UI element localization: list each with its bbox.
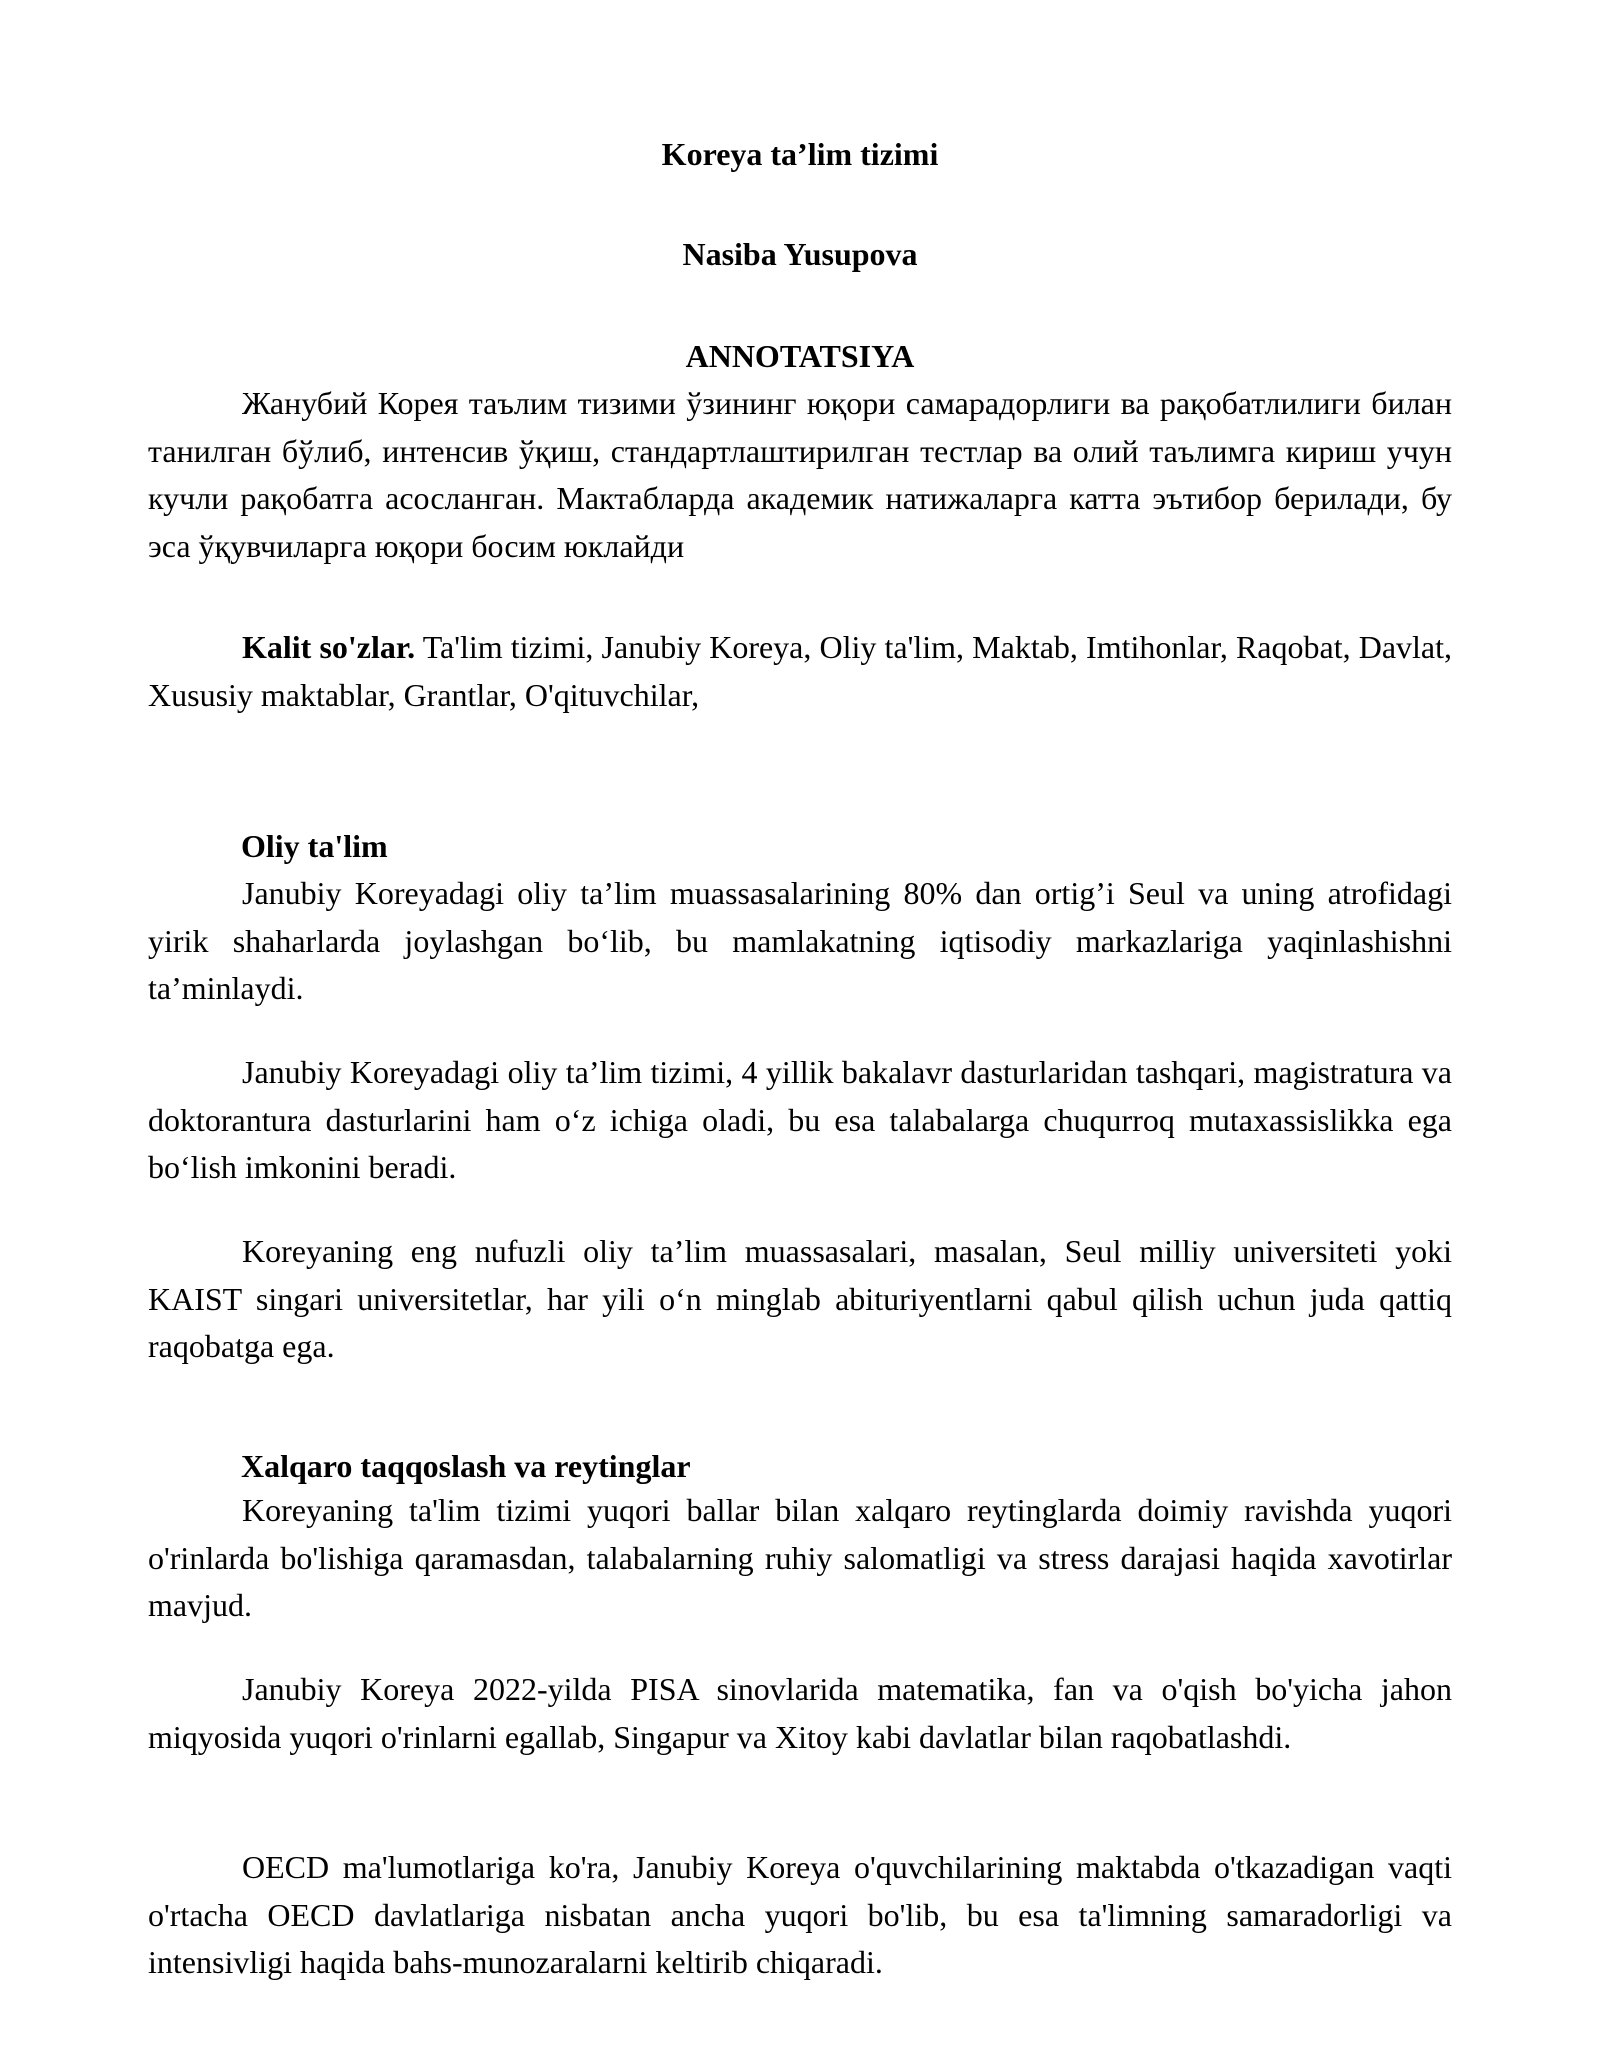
section-heading-international-comparison: Xalqaro taqqoslash va reytinglar <box>241 1448 691 1484</box>
keywords-label: Kalit so'zlar. <box>242 629 416 665</box>
author-name: Nasiba Yusupova <box>682 236 918 272</box>
annotation-heading: ANNOTATSIYA <box>685 338 915 374</box>
section-paragraph: Koreyaning eng nufuzli oliy ta’lim muassasalari, masalan, Seul milliy universiteti yoki KAIST singari universitetlar, har yili o‘n minglab abituriyentlarni qabul qilish uchun juda qattiq raqobatga ega. <box>148 1233 1452 1364</box>
section-paragraph: OECD ma'lumotlariga ko'ra, Janubiy Koreya o'quvchilarining maktabda o'tkazadigan vaqti o'rtacha OECD davlatlariga nisbatan ancha yuqori bo'lib, bu esa ta'limning samaradorligi va intensivligi haqida bahs-munozaralarni keltirib chiqaradi. <box>148 1849 1452 1980</box>
section-heading-higher-education: Oliy ta'lim <box>241 828 388 864</box>
section-paragraph: Janubiy Koreyadagi oliy ta’lim tizimi, 4 yillik bakalavr dasturlaridan tashqari, magistratura va doktorantura dasturlarini ham o‘z ichiga oladi, bu esa talabalarga chuqurroq mutaxassislikka ega bo‘lish imkonini beradi. <box>148 1054 1452 1185</box>
document-title: Koreya ta’lim tizimi <box>661 136 939 172</box>
section-paragraph: Janubiy Koreyadagi oliy ta’lim muassasalarining 80% dan ortig’i Seul va uning atrofidagi yirik shaharlarda joylashgan bo‘lib, bu mamlakatning iqtisodiy markazlariga yaqinlashishni ta’minlaydi. <box>148 875 1452 1006</box>
section-paragraph: Koreyaning ta'lim tizimi yuqori ballar bilan xalqaro reytinglarda doimiy ravishda yuqori o'rinlarda bo'lishiga qaramasdan, talabalarning ruhiy salomatligi va stress darajasi haqida xavotirlar mavjud. <box>148 1492 1452 1623</box>
keywords-list: Ta'lim tizimi, Janubiy Koreya, Oliy ta'lim, Maktab, Imtihonlar, Raqobat, Davlat, Xususiy maktablar, Grantlar, O'qituvchilar, <box>148 629 1453 713</box>
annotation-paragraph: Жанубий Корея таълим тизими ўзининг юқори самарадорлиги ва рақобатлилиги билан танилган бўлиб, интенсив ўқиш, стандартлаштирилган тестлар ва олий таълимга кириш учун кучли рақобатга асосланган. Мактабларда академик натижаларга катта эътибор берилади, бу эса ўқувчиларга юқори босим юклайди <box>148 385 1452 564</box>
keywords-paragraph <box>148 624 1452 719</box>
section-paragraph: Janubiy Koreya 2022-yilda PISA sinovlarida matematika, fan va o'qish bo'yicha jahon miqyosida yuqori o'rinlarni egallab, Singapur va Xitoy kabi davlatlar bilan raqobatlashdi. <box>148 1671 1452 1755</box>
